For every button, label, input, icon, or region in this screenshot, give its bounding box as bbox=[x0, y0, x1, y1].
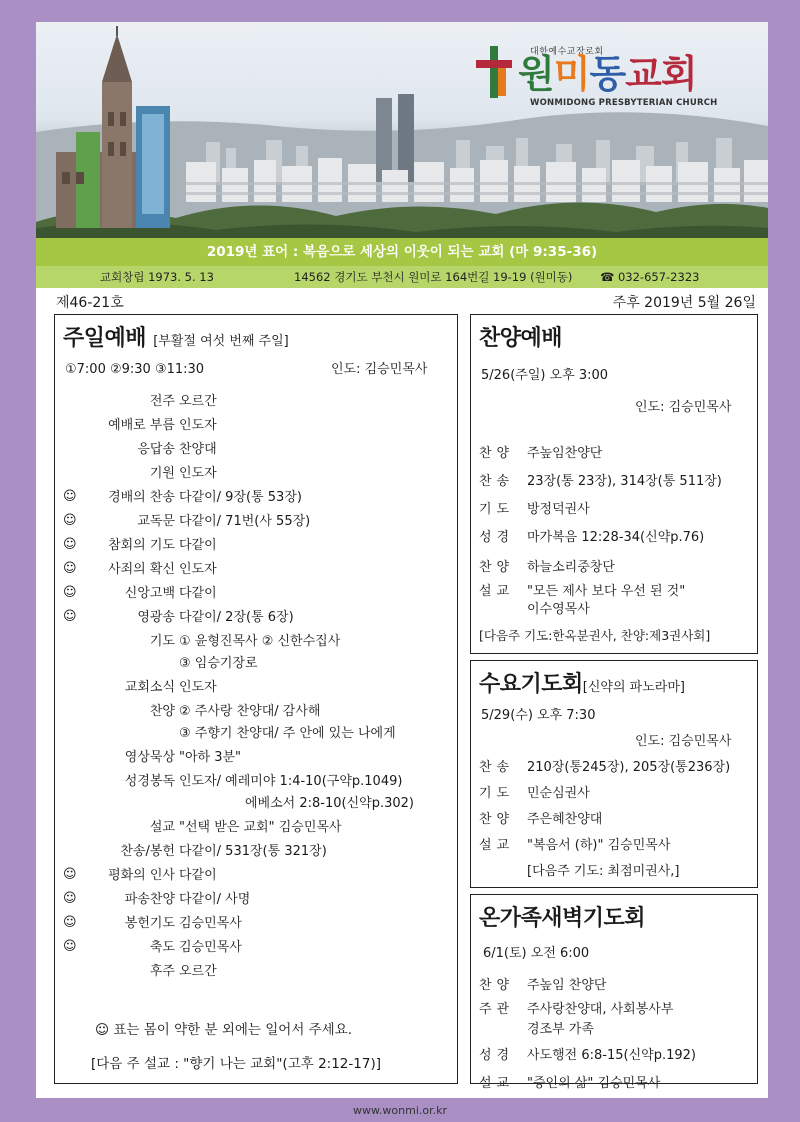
order-item-value: 찬양대 bbox=[179, 442, 217, 457]
order-item-value: 다같이 bbox=[179, 586, 217, 601]
header-photo bbox=[36, 22, 768, 238]
program-value: 주은혜찬양대 bbox=[527, 812, 603, 827]
order-item-label: 사죄의 확신 bbox=[108, 562, 175, 577]
order-item-value: ② 주사랑 찬양대/ 감사해 bbox=[179, 704, 321, 719]
stand-icon: ☺ bbox=[63, 561, 77, 576]
wednesday-leader: 인도: 김승민목사 bbox=[635, 734, 732, 749]
order-item-value: 다같이/ 9장(통 53장) bbox=[179, 490, 302, 505]
sunday-service-title: 주일예배 [부활절 여섯 번째 주일] bbox=[63, 326, 289, 351]
order-item-value: 김승민목사 bbox=[179, 916, 242, 931]
program-value: 방정덕권사 bbox=[527, 502, 590, 517]
order-item-label: 교독문 bbox=[137, 514, 175, 529]
order-item-label: 전주 bbox=[149, 394, 175, 409]
stand-icon: ☺ bbox=[63, 891, 77, 906]
order-item-value: 인도자/ 예레미야 1:4-10(구약p.1049) bbox=[179, 774, 403, 789]
order-item-value: ③ 주향기 찬양대/ 주 안에 있는 나에게 bbox=[179, 726, 396, 741]
order-item-label: 평화의 인사 bbox=[108, 868, 175, 883]
stand-icon: ☺ bbox=[63, 915, 77, 930]
order-item-value: 다같이 bbox=[179, 868, 217, 883]
sunday-service-section bbox=[54, 314, 458, 1084]
program-label: 찬송 bbox=[479, 474, 515, 489]
order-item-label: 파송찬양 bbox=[124, 892, 175, 907]
order-item-value: 다같이/ 2장(통 6장) bbox=[179, 610, 294, 625]
order-item-label: 영상묵상 bbox=[124, 750, 175, 765]
program-value: "증인의 삶" 김승민목사 bbox=[527, 1076, 661, 1091]
program-value: 210장(통245장), 205장(통236장) bbox=[527, 760, 731, 775]
order-item-label: 봉헌기도 bbox=[124, 916, 175, 931]
order-item-value: 인도자 bbox=[179, 418, 217, 433]
order-item-label: 설교 bbox=[149, 820, 175, 835]
program-label: 찬양 bbox=[479, 560, 515, 575]
program-label: 성경 bbox=[479, 1048, 515, 1063]
praise-datetime: 5/26(주일) 오후 3:00 bbox=[481, 368, 609, 383]
dawn-prayer-section bbox=[470, 894, 758, 1091]
praise-leader: 인도: 김승민목사 bbox=[635, 400, 732, 415]
program-value: "모든 제사 보다 우선 된 것" bbox=[527, 584, 686, 599]
program-label: 기도 bbox=[479, 502, 515, 517]
stand-icon: ☺ bbox=[63, 609, 77, 624]
issue-row bbox=[56, 292, 756, 314]
program-label: 찬양 bbox=[479, 812, 515, 827]
denomination-label: 대한예수교장로회 bbox=[530, 47, 604, 57]
stand-icon: ☺ bbox=[63, 513, 77, 528]
order-item-value: ① 윤형진목사 ② 신한수집사 bbox=[179, 634, 341, 649]
order-item-value: "아하 3분" bbox=[179, 750, 242, 765]
order-item-value: 에베소서 2:8-10(신약p.302) bbox=[245, 796, 414, 811]
order-item-label: 성경봉독 bbox=[124, 774, 175, 789]
wednesday-title: 수요기도회[신약의 파노라마] bbox=[479, 672, 685, 697]
church-info-bar bbox=[36, 266, 768, 288]
program-value: 마가복음 12:28-34(신약p.76) bbox=[527, 530, 705, 545]
order-item-value: 다같이/ 71번(사 55장) bbox=[179, 514, 311, 529]
order-item-label: 교회소식 bbox=[124, 680, 175, 695]
program-label: 찬송 bbox=[479, 760, 515, 775]
bulletin-page bbox=[36, 22, 768, 1098]
program-label: 찬양 bbox=[479, 446, 515, 461]
program-label: 기도 bbox=[479, 786, 515, 801]
yearly-motto: 2019년 표어 : 복음으로 세상의 이웃이 되는 교회 (마 9:35-36) bbox=[36, 238, 768, 266]
church-name-english: WONMIDONG PRESBYTERIAN CHURCH bbox=[530, 98, 718, 108]
program-label: 설교 bbox=[479, 838, 515, 853]
program-label: 설교 bbox=[479, 584, 515, 599]
praise-next: [다음주 기도:한옥분권사, 찬양:제3권사회] bbox=[479, 628, 711, 643]
program-label: 설교 bbox=[479, 1076, 515, 1091]
order-item-value: 오르간 bbox=[179, 394, 217, 409]
order-item-value: 오르간 bbox=[179, 964, 217, 979]
program-value: "복음서 (하)" 김승민목사 bbox=[527, 838, 671, 853]
order-item-label: 찬송/봉헌 bbox=[120, 844, 175, 859]
order-item-value: 인도자 bbox=[179, 680, 217, 695]
order-item-value: 다같이/ 사명 bbox=[179, 892, 251, 907]
order-item-label: 응답송 bbox=[137, 442, 175, 457]
service-leader: 인도: 김승민목사 bbox=[331, 362, 428, 377]
program-label: 성경 bbox=[479, 530, 515, 545]
wednesday-next: [다음주 기도: 최점미권사,] bbox=[527, 864, 680, 879]
dawn-datetime: 6/1(토) 오전 6:00 bbox=[483, 946, 590, 961]
standing-note: ☺ 표는 몸이 약한 분 외에는 일어서 주세요. bbox=[95, 1022, 353, 1038]
order-item-value: 다같이/ 531장(통 321장) bbox=[179, 844, 327, 859]
order-item-label: 기원 bbox=[149, 466, 175, 481]
order-item-value: 인도자 bbox=[179, 466, 217, 481]
order-item-value: "선택 받은 교회" 김승민목사 bbox=[179, 820, 342, 835]
program-label: 찬양 bbox=[479, 978, 515, 993]
praise-service-section bbox=[470, 314, 758, 654]
wednesday-datetime: 5/29(수) 오후 7:30 bbox=[481, 708, 596, 723]
next-sermon: [다음 주 설교 : "향기 나는 교회"(고후 2:12-17)] bbox=[91, 1056, 381, 1072]
program-value: 사도행전 6:8-15(신약p.192) bbox=[527, 1048, 696, 1063]
order-item-label: 경배의 찬송 bbox=[108, 490, 175, 505]
order-item-label: 기도 bbox=[149, 634, 175, 649]
order-item-label: 참회의 기도 bbox=[108, 538, 175, 553]
service-times: ①7:00 ②9:30 ③11:30 bbox=[65, 362, 205, 377]
stand-icon: ☺ bbox=[63, 537, 77, 552]
program-value: 주높임 찬양단 bbox=[527, 978, 607, 993]
program-label: 주관 bbox=[479, 1002, 515, 1017]
church-logo bbox=[474, 44, 718, 114]
cross-logo-icon bbox=[474, 44, 514, 100]
church-phone: ☎ 032-657-2323 bbox=[600, 270, 700, 284]
order-item-value: 다같이 bbox=[179, 538, 217, 553]
church-name: 원미동교회 bbox=[518, 52, 697, 96]
order-item-value: ③ 임승기장로 bbox=[179, 656, 258, 671]
praise-service-title: 찬양예배 bbox=[479, 326, 563, 351]
issue-number: 제46-21호 bbox=[56, 295, 124, 311]
stand-icon: ☺ bbox=[63, 585, 77, 600]
order-item-value: 김승민목사 bbox=[179, 940, 242, 955]
program-value: 주사랑찬양대, 사회봉사부 bbox=[527, 1002, 674, 1017]
website-url[interactable]: www.wonmi.or.kr bbox=[352, 1104, 448, 1117]
program-value: 경조부 가족 bbox=[527, 1022, 594, 1037]
stand-icon: ☺ bbox=[63, 489, 77, 504]
stand-icon: ☺ bbox=[63, 867, 77, 882]
issue-date: 주후 2019년 5월 26일 bbox=[612, 295, 756, 311]
dawn-title: 온가족새벽기도회 bbox=[479, 906, 646, 931]
order-item-label: 찬양 bbox=[149, 704, 175, 719]
order-item-label: 영광송 bbox=[137, 610, 175, 625]
stand-icon: ☺ bbox=[63, 939, 77, 954]
program-value: 주높임찬양단 bbox=[527, 446, 603, 461]
program-value: 23장(통 23장), 314장(통 511장) bbox=[527, 474, 722, 489]
program-value: 민순심권사 bbox=[527, 786, 590, 801]
order-item-label: 축도 bbox=[149, 940, 175, 955]
founded-date: 교회창립 1973. 5. 13 bbox=[100, 270, 214, 284]
wednesday-prayer-section bbox=[470, 660, 758, 888]
program-value: 하늘소리중창단 bbox=[527, 560, 615, 575]
order-item-label: 후주 bbox=[149, 964, 175, 979]
order-item-label: 예배로 부름 bbox=[108, 418, 175, 433]
order-item-label: 신앙고백 bbox=[124, 586, 175, 601]
church-address: 14562 경기도 부천시 원미로 164번길 19-19 (원미동) bbox=[294, 270, 573, 284]
order-item-value: 인도자 bbox=[179, 562, 217, 577]
praise-preacher: 이수영목사 bbox=[527, 602, 590, 617]
